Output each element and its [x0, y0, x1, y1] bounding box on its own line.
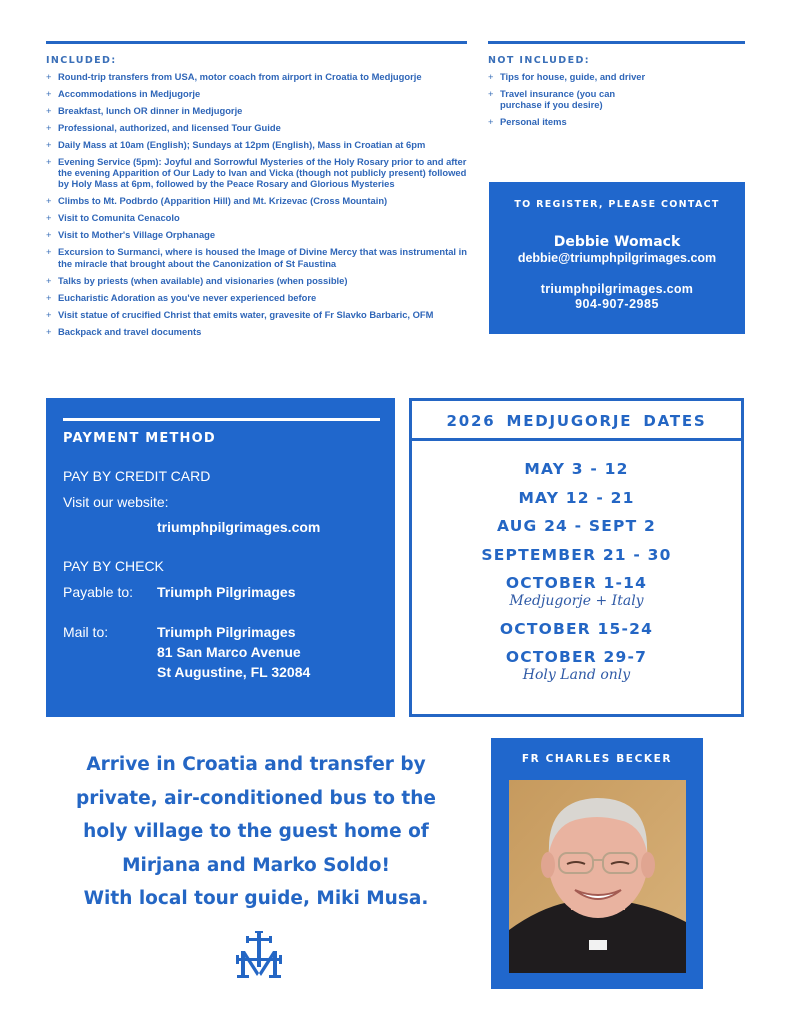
included-heading: INCLUDED: [46, 55, 117, 66]
list-item: + Tips for house, guide, and driver [488, 71, 745, 82]
divider [488, 41, 745, 44]
payment-method-box [46, 398, 395, 717]
list-item: + Climbs to Mt. Podbrdo (Apparition Hill) and Mt. Krizevac (Cross Mountain) [46, 195, 467, 206]
mail-to-label: Mail to: [63, 624, 109, 640]
list-item: + Evening Service (5pm): Joyful and Sorrowful Mysteries of the Holy Rosary prior to and after the evening Apparition of Our Lady to Ivan and Vicka (though not publicly present) followed by Holy Mass at 6pm, followed by the Peace Rosary and Glorious Mysteries [46, 156, 467, 190]
priest-name: FR CHARLES BECKER [521, 753, 673, 765]
phone-number[interactable]: 904-907-2985 [575, 297, 659, 311]
contact-email-link[interactable]: debbie@triumphpilgrimages.com [517, 251, 717, 265]
payment-website-link[interactable]: triumphpilgrimages.com [157, 519, 321, 535]
marian-cross-monogram-icon [236, 931, 282, 979]
list-item: + Excursion to Surmanci, where is housed the Image of Divine Mercy that was instrumental in the miracle that brought about the Canonization of St Faustina [46, 246, 467, 268]
list-item: + Eucharistic Adoration as you've never experienced before [46, 292, 467, 303]
payable-to-value: Triumph Pilgrimages [157, 584, 296, 600]
not-included-list [488, 71, 745, 127]
date-note: Medjugorje + Italy [509, 592, 644, 609]
date-note: Holy Land only [522, 666, 631, 683]
date-entry: MAY 3 - 12 [524, 460, 629, 478]
date-entry: AUG 24 - SEPT 2 [497, 517, 656, 535]
divider [63, 418, 380, 421]
list-item: + Personal items [488, 116, 745, 127]
list-item: + Visit statue of crucified Christ that emits water, gravesite of Fr Slavko Barbaric, OFM [46, 309, 467, 320]
list-item: + Round-trip transfers from USA, motor coach from airport in Croatia to Medjugorje [46, 71, 467, 82]
list-item: + Daily Mass at 10am (English); Sundays at 12pm (English), Mass in Croatian at 6pm [46, 139, 467, 150]
list-item: + Visit to Comunita Cenacolo [46, 212, 467, 223]
date-entry: MAY 12 - 21 [518, 488, 635, 507]
mail-address-line: 81 San Marco Avenue [157, 644, 301, 660]
date-entry: OCTOBER 29-7 [505, 648, 648, 666]
date-entry: OCTOBER 1-14 [505, 574, 648, 592]
dates-list [412, 441, 741, 683]
not-included-heading: NOT INCLUDED: [488, 55, 590, 66]
arrival-line: Mirjana and Marko Soldo! [122, 854, 390, 876]
contact-name: Debbie Womack [553, 234, 681, 250]
list-item: + Travel insurance (you can purchase if you desire) [488, 88, 658, 110]
list-item: + Visit to Mother's Village Orphanage [46, 229, 467, 240]
register-contact-box [489, 182, 745, 334]
arrival-line: private, air-conditioned bus to the [76, 787, 436, 809]
list-item: + Professional, authorized, and licensed Tour Guide [46, 122, 467, 133]
list-item: + Backpack and travel documents [46, 326, 467, 337]
payable-to-label: Payable to: [63, 584, 134, 600]
visit-website-label: Visit our website: [63, 494, 169, 510]
included-section [46, 41, 467, 343]
date-entry: OCTOBER 15-24 [499, 619, 654, 638]
check-heading: PAY BY CHECK [63, 558, 164, 574]
mail-address-line: Triumph Pilgrimages [157, 624, 296, 640]
arrival-description [46, 748, 466, 916]
mail-address-line: St Augustine, FL 32084 [157, 664, 311, 680]
register-title: TO REGISTER, PLEASE CONTACT [514, 199, 720, 210]
list-item: + Talks by priests (when available) and visionaries (when possible) [46, 275, 467, 286]
dates-header: 2026 MEDJUGORJE DATES [412, 401, 741, 441]
included-list [46, 71, 467, 337]
list-item: + Breakfast, lunch OR dinner in Medjugorje [46, 105, 467, 116]
priest-photo [509, 780, 686, 973]
not-included-section [488, 41, 745, 133]
list-item: + Accommodations in Medjugorje [46, 88, 467, 99]
arrival-line: holy village to the guest home of [83, 821, 429, 842]
arrival-line: With local tour guide, Miki Musa. [83, 888, 429, 909]
fr-becker-box [491, 738, 703, 989]
dates-box [409, 398, 744, 717]
date-entry: SEPTEMBER 21 - 30 [481, 545, 672, 564]
website-link[interactable]: triumphpilgrimages.com [540, 282, 694, 296]
divider [46, 41, 467, 44]
arrival-line: Arrive in Croatia and transfer by [86, 754, 426, 775]
credit-card-heading: PAY BY CREDIT CARD [63, 468, 211, 484]
payment-title: PAYMENT METHOD [63, 431, 216, 446]
